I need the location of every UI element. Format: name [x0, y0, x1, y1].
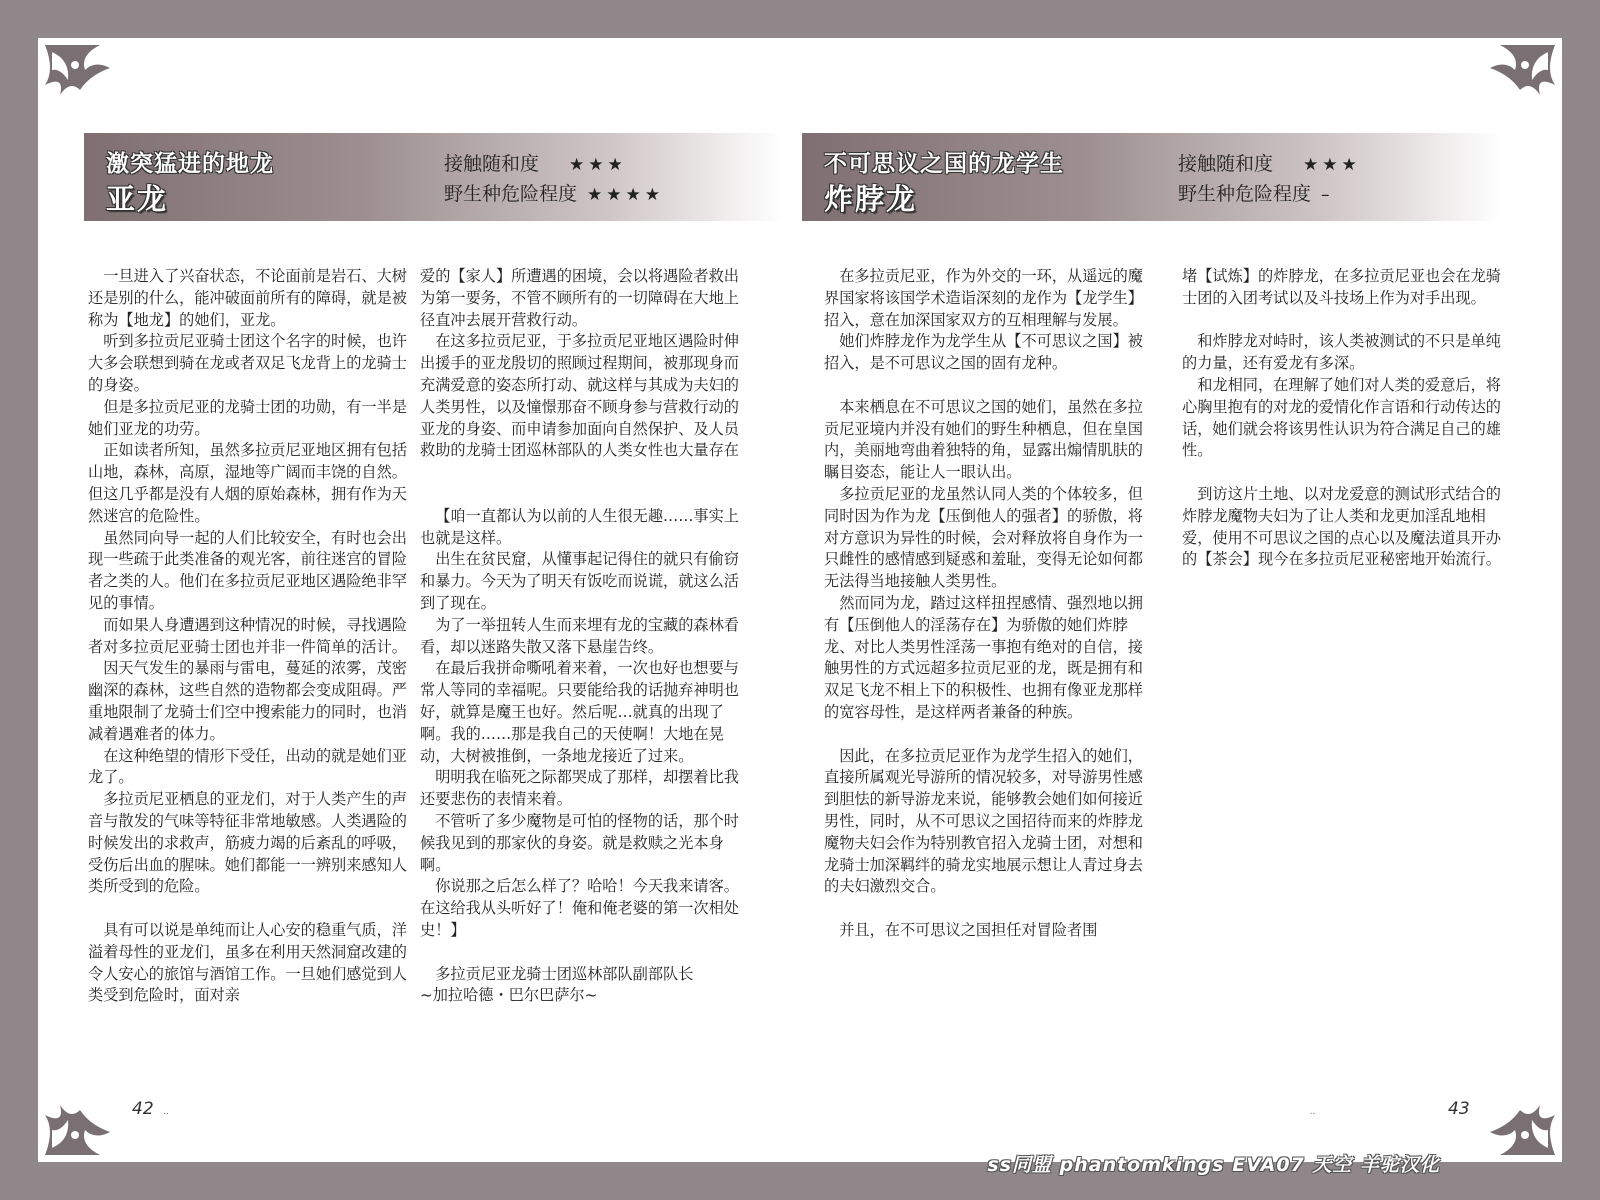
star-rating-icon: ★★★★: [587, 185, 664, 205]
page-number-text: 43: [1448, 1099, 1470, 1119]
stat-danger: [444, 179, 664, 206]
paragraph: 正如读者所知，虽然多拉贡尼亚地区拥有包括山地，森林，高原，湿地等广阔而丰饶的自然。但这几乎都是没有人烟的原始森林，拥有作为天然迷宫的危险性。: [88, 441, 407, 525]
paragraph: 多拉贡尼亚栖息的亚龙们，对于人类产生的声音与散发的气味等特征非常地敏感。人类遇险的时候发出的求救声，筋疲力竭的后紊乱的呼吸，受伤后出血的腥味。她们都能一一辨别来感知人类所受到的危险。: [88, 790, 407, 896]
paragraph: 爱的【家人】所遭遇的困境，会以将遇险者救出为第一要务，不管不顾所有的一切障碍在大地上径直冲去展开营救行动。: [420, 267, 739, 329]
paragraph: 在这种绝望的情形下受任，出动的就是她们亚龙了。: [88, 746, 407, 787]
paragraph: 在多拉贡尼亚，作为外交的一环，从遥远的魔界国家将该国学术造诣深刻的龙作为【龙学生】招入，意在加深国家双方的互相理解与发展。: [824, 267, 1143, 329]
quote-paragraph: 在最后我拼命嘶吼着来着，一次也好也想要与常人等同的幸福呢。只要能给我的话抛弃神明也好，就算是魔王也好。然后呢…就真的出现了啊。我的……那是我自己的天使啊！大地在晃动，大树被推倒，一条地龙接近了过来。: [420, 659, 739, 765]
paragraph: 而如果人身遭遇到这种情况的时候，寻找遇险者对多拉贡尼亚骑士团也并非一件简单的活计。: [88, 615, 407, 656]
paragraph: 她们炸脖龙作为龙学生从【不可思议之国】被招入，是不可思议之国的固有龙种。: [824, 332, 1143, 373]
paragraph: 然而同为龙，踏过这样扭捏感情、强烈地以拥有【压倒他人的淫荡存在】为骄傲的她们炸脖龙、对比人类男性淫荡一事抱有绝对的自信，接触男性的方式远超多拉贡尼亚的龙，既是拥有和双足飞龙不相上下的积极性、也拥有像亚龙那样的宽容母性，是这样两者兼备的种族。: [824, 593, 1143, 721]
paragraph: 堵【试炼】的炸脖龙，在多拉贡尼亚也会在龙骑士团的入团考试以及斗技场上作为对手出现。: [1182, 267, 1501, 307]
star-rating-icon: ★★★: [1303, 155, 1361, 175]
page-dots: ..: [1310, 1107, 1316, 1117]
species-subtitle: 激突猛进的地龙: [106, 151, 274, 177]
quote-paragraph: 【咱一直都认为以前的人生很无趣……事实上也就是这样。: [420, 506, 739, 547]
stat-label: 野生种危险程度: [1178, 183, 1312, 205]
translator-credit: ss同盟 phantomkings EVA07 天空 羊驼汉化: [987, 1154, 1440, 1176]
paragraph: 因天气发生的暴雨与雷电，蔓延的浓雾，茂密幽深的森林，这些自然的造物都会变成阻碍。严重地限制了龙骑士们空中搜索能力的同时，也消减着遇难者的体力。: [88, 659, 407, 743]
page-dots: ..: [163, 1107, 170, 1117]
paragraph: 听到多拉贡尼亚骑士团这个名字的时候，也许大多会联想到骑在龙或者双足飞龙背上的龙骑士的身姿。: [88, 332, 407, 394]
paragraph: 到访这片土地、以对龙爱意的测试形式结合的炸脖龙魔物夫妇为了让人类和龙更加淫乱地相爱，使用不可思议之国的点心以及魔法道具开办的【茶会】现今在多拉贡尼亚秘密地开始流行。: [1182, 484, 1501, 569]
species-name: 炸脖龙: [824, 182, 918, 216]
stat-danger: [1178, 179, 1334, 206]
paragraph: 多拉贡尼亚的龙虽然认同人类的个体较多，但同时因为作为龙【压倒他人的强者】的骄傲，将对方意识为异性的时候，会对释放将自身作为一只雌性的感情感到疑惑和羞耻，变得无论如何都无法得当地接触人类男性。: [824, 484, 1143, 591]
ornament-top-right-icon: [1460, 40, 1560, 140]
star-rating-icon: ★★★: [569, 155, 627, 175]
paragraph-gap: [420, 462, 742, 484]
stat-label: 接触随和度: [1178, 153, 1274, 175]
body-column-2: [1182, 266, 1504, 571]
species-name: 亚龙: [106, 182, 169, 216]
paragraph-gap: [1182, 462, 1504, 484]
body-column-2: [420, 266, 742, 1007]
page-number-text: 42: [132, 1099, 154, 1119]
paragraph-gap: [824, 375, 1146, 397]
stat-dash: –: [1321, 185, 1334, 205]
paragraph: 但是多拉贡尼亚的龙骑士团的功勋，有一半是她们亚龙的功劳。: [88, 397, 407, 438]
species-subtitle: 不可思议之国的龙学生: [824, 151, 1064, 177]
quote-author: ~加拉哈德・巴尔巴萨尔~: [420, 986, 598, 1005]
paragraph-gap: [420, 942, 742, 964]
quote-paragraph: 出生在贫民窟，从懂事起记得住的就只有偷窃和暴力。今天为了明天有饭吃而说谎，就这么活到了现在。: [420, 550, 739, 612]
page-number-dots: [1300, 1099, 1316, 1119]
stat-friendliness: [444, 149, 627, 176]
quote-attribution: 多拉贡尼亚龙骑士团巡林部队副部队长: [435, 964, 694, 983]
paragraph: 虽然同向导一起的人们比较安全，有时也会出现一些疏于此类准备的观光客，前往迷宫的冒险者之类的人。他们在多拉贡尼亚地区遇险绝非罕见的事情。: [88, 528, 407, 612]
stat-friendliness: [1178, 149, 1361, 176]
paragraph: 一旦进入了兴奋状态，不论面前是岩石、大树还是别的什么，能冲破面前所有的障碍，就是被称为【地龙】的她们，亚龙。: [88, 267, 407, 329]
title-banner: [802, 133, 1502, 221]
paragraph-gap: [420, 484, 742, 506]
page-number: [132, 1099, 169, 1119]
stat-label: 野生种危险程度: [444, 183, 578, 205]
title-banner: [84, 133, 784, 221]
page-number: [1448, 1099, 1470, 1119]
paragraph-gap: [88, 898, 410, 920]
stat-label: 接触随和度: [444, 153, 540, 175]
body-column-1: [88, 266, 410, 1007]
left-page: [38, 38, 800, 1162]
ornament-bottom-right-icon: [1460, 1060, 1560, 1160]
body-column-1: [824, 266, 1146, 942]
paper: [38, 38, 1562, 1162]
paragraph: 因此，在多拉贡尼亚作为龙学生招入的她们，直接所属观光导游所的情况较多，对导游男性感到胆怯的新导游龙来说，能够教会她们如何接近男性，同时，从不可思议之国招待而来的炸脖龙魔物夫妇会作为特别教官招入龙骑士团，对想和龙骑士加深羁绊的骑龙实地展示想让人青过身去的夫妇激烈交合。: [824, 746, 1143, 896]
ornament-bottom-left-icon: [40, 1060, 140, 1160]
quote-paragraph: 你说那之后怎么样了？哈哈！今天我来请客。在这给我从头听好了！俺和俺老婆的第一次相处史！】: [420, 877, 739, 939]
paragraph-gap: [824, 898, 1146, 920]
quote-paragraph: 不管听了多少魔物是可怕的怪物的话，那个时候我见到的那家伙的身姿。就是救赎之光本身啊。: [420, 811, 739, 874]
ornament-top-left-icon: [40, 40, 140, 140]
right-page: [800, 38, 1562, 1162]
paragraph-gap: [1182, 310, 1504, 332]
paragraph: 并且，在不可思议之国担任对冒险者围: [839, 920, 1098, 939]
paragraph-gap: [824, 724, 1146, 746]
paragraph: 在这多拉贡尼亚，于多拉贡尼亚地区遇险时伸出援手的亚龙殷切的照顾过程期间，被那现身而充满爱意的姿态所打动、就这样与其成为夫妇的人类男性，以及憧憬那奋不顾身参与营救行动的亚龙的身姿、而申请参加面向自然保护、及人员救助的龙骑士团巡林部队的人类女性也大量存在: [420, 332, 739, 460]
paragraph: 本来栖息在不可思议之国的她们，虽然在多拉贡尼亚境内并没有她们的野生种栖息，但在皇国内，美丽地弯曲着独特的角，显露出煽情肌肤的瞩目姿态，能让人一眼认出。: [824, 397, 1143, 482]
quote-paragraph: 为了一举扭转人生而来埋有龙的宝藏的森林看看，却以迷路失散又落下悬崖告终。: [420, 615, 739, 656]
paragraph: 和炸脖龙对峙时，该人类被测试的不只是单纯的力量，还有爱龙有多深。: [1182, 332, 1501, 373]
paragraph: 具有可以说是单纯而让人心安的稳重气质，洋溢着母性的亚龙们，虽多在利用天然洞窟改建的令人安心的旅馆与酒馆工作。一旦她们感觉到人类受到危险时，面对亲: [88, 920, 407, 1005]
quote-paragraph: 明明我在临死之际都哭成了那样，却摆着比我还要悲伤的表情来着。: [420, 768, 739, 809]
paragraph: 和龙相同，在理解了她们对人类的爱意后，将心胸里抱有的对龙的爱情化作言语和行动传达的话，她们就会将该男性认识为符合满足自己的雄性。: [1182, 375, 1501, 460]
